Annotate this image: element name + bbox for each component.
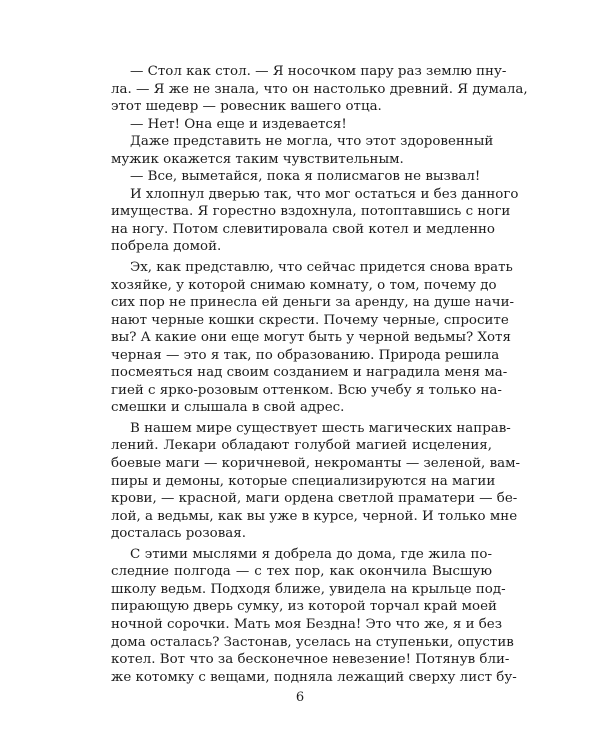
text-line: черная — это я так, по образованию. Природа решила <box>111 347 500 363</box>
text-line: С этими мыслями я добрела до дома, где жила по- <box>130 546 492 562</box>
text-line: — Нет! Она еще и издевается! <box>130 116 347 132</box>
text-line: В нашем мире существует шесть магических направ- <box>130 420 511 436</box>
text-line: лой, а ведьмы, как вы уже в курсе, черной. И только мне <box>111 508 518 524</box>
text-line: котел. Вот что за бесконечное невезение! Потянув бли- <box>111 652 510 668</box>
paragraph <box>111 420 521 543</box>
text-line: мужик окажется таким чувствительным. <box>111 151 404 167</box>
text-line: нают черные кошки скрести. Почему черные, спросите <box>111 312 509 328</box>
text-line: на ногу. Потом слевитировала свой котел и медленно <box>111 221 495 237</box>
page-number: 6 <box>295 690 305 705</box>
text-line: ночной сорочки. Мать моя Бездна! Это что же, я и без <box>111 616 503 632</box>
text-line: хозяйке, у которой снимаю комнату, о том, почему до <box>111 277 497 293</box>
text-line: крови, — красной, маги ордена светлой праматери — бе- <box>111 491 518 507</box>
text-line: — Стол как стол. — Я носочком пару раз землю пну- <box>130 64 507 79</box>
paragraph <box>111 116 492 134</box>
text-line: И хлопнул дверью так, что мог остаться и без данного <box>130 186 519 202</box>
text-line: досталась розовая. <box>111 526 246 542</box>
text-line: Даже представить не могла, что этот здоровенный <box>130 134 494 150</box>
paragraph <box>111 63 528 116</box>
text-line: вы? А какие они еще могут быть у черной ведьмы? Хотя <box>111 330 511 346</box>
text-line: ла. — Я же не знала, что он настолько древний. Я думала, <box>111 81 528 97</box>
text-line: Эх, как представлю, что сейчас придется снова врать <box>130 260 513 276</box>
text-line: пиры и демоны, которые специализируются на магии <box>111 473 496 489</box>
paragraph <box>111 259 515 417</box>
text-line: этот шедевр — ровесник вашего отца. <box>111 99 382 115</box>
text-line: гией с ярко-розовым оттенком. Всю учебу я только на- <box>111 382 502 398</box>
text-line: дома осталась? Застонав, уселась на ступеньки, опустив <box>111 634 514 650</box>
text-line: побрела домой. <box>111 239 222 255</box>
text-line: сих пор не принесла ей деньги за аренду, на душе начи- <box>111 295 515 311</box>
text-line: имущества. Я горестно вздохнула, потоптавшись с ноги <box>111 204 511 220</box>
paragraph <box>111 546 517 686</box>
text-line: же котомку с вещами, подняла лежащий сверху лист бу- <box>111 669 517 685</box>
text-line: школу ведьм. Подходя ближе, увидела на крыльце под- <box>111 581 506 597</box>
paragraph <box>111 168 492 186</box>
paragraph <box>111 133 492 168</box>
body-text <box>111 63 528 686</box>
text-line: — Все, выметайся, пока я полисмагов не вызвал! <box>130 169 481 185</box>
text-line: боевые маги — коричневой, некроманты — зеленой, вам- <box>111 456 521 472</box>
text-line: посмеяться над своим созданием и наградила меня ма- <box>111 365 508 381</box>
text-line: следние полгода — с тех пор, как окончила Высшую <box>111 564 492 580</box>
paragraph <box>111 186 519 256</box>
text-line: пирающую дверь сумку, из которой торчал край моей <box>111 599 497 615</box>
text-line: смешки и слышала в свой адрес. <box>111 400 345 416</box>
text-line: лений. Лекари обладают голубой магией исцеления, <box>111 438 492 454</box>
